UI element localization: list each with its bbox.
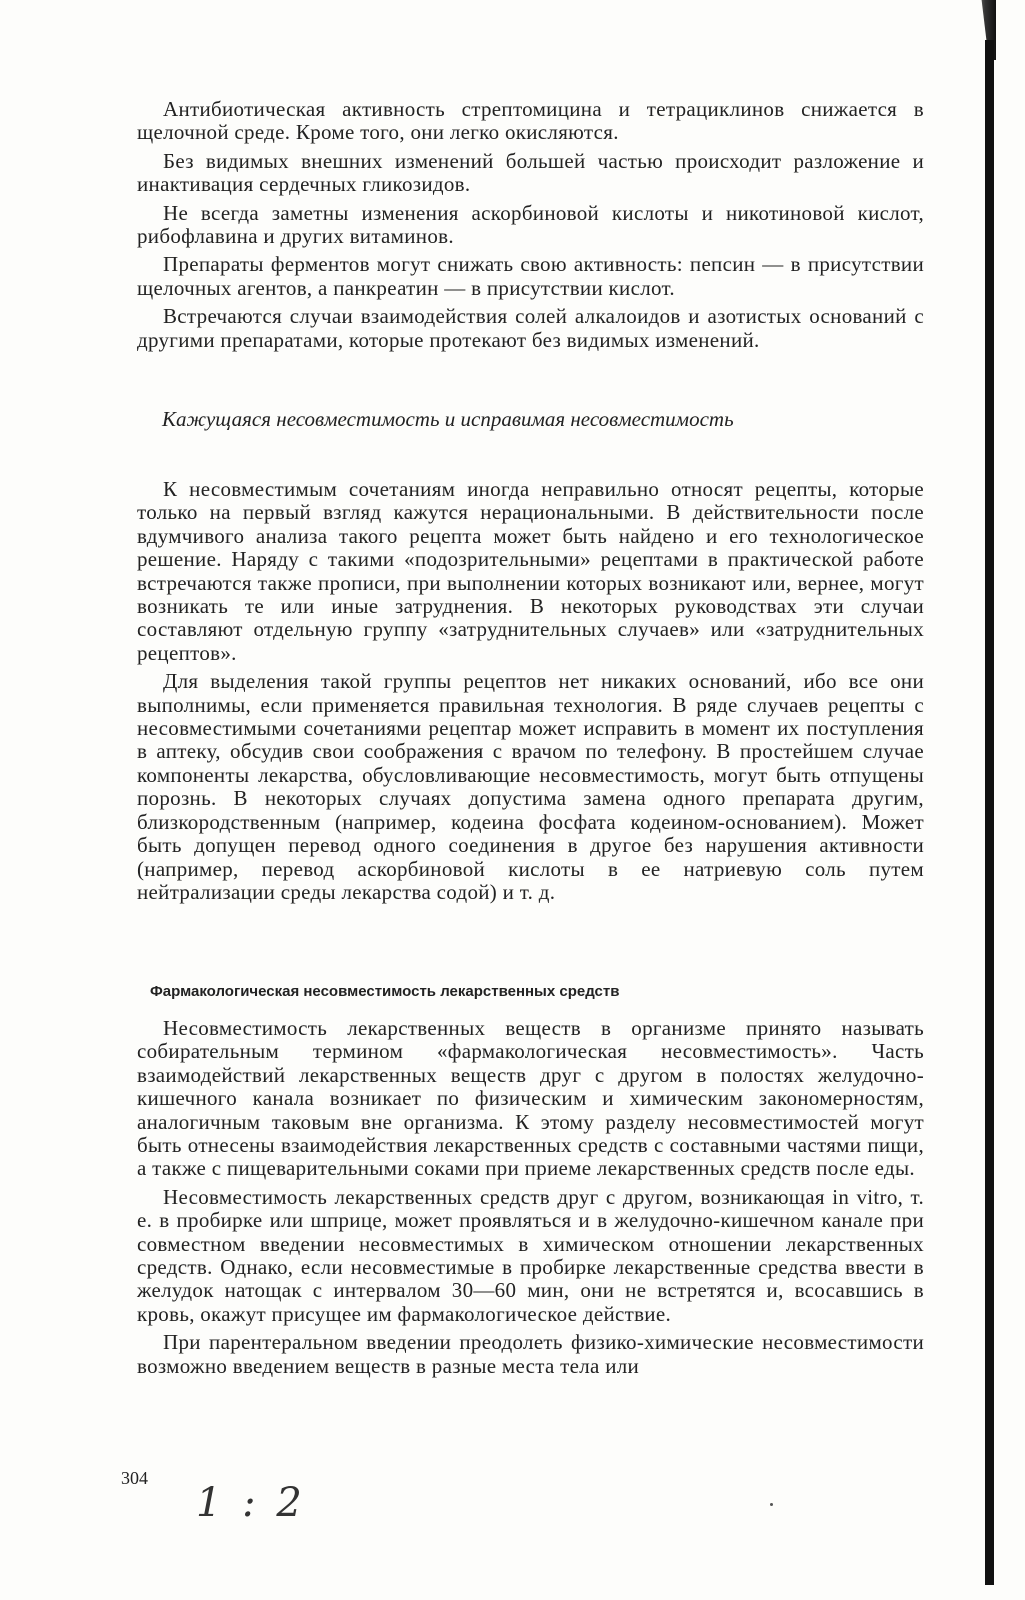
section-heading-bold: Фармакологическая несовместимость лекарственных средств (150, 983, 620, 1000)
paragraph: Для выделения такой группы рецептов нет никаких оснований, ибо все они выполнимы, если применяется правильная технология. В ряде случаев рецепты с несовместимыми сочетаниями рецептар может исправить в момент их поступления в аптеку, обсудив свои соображения с врачом по телефону. В простейшем случае компоненты лекарства, обусловливающие несовместимость, могут быть отпущены порознь. В некоторых случаях допустима замена одного препарата другим, близкородственным (например, кодеина фосфата кодеином-основанием). Может быть допущен перевод одного соединения в другое без нарушения активности (например, перевод аскорбиновой кислоты в ее натриевую соль путем нейтрализации среды лекарства содой) и т. д. (137, 669, 924, 904)
text-section-middle (137, 478, 924, 904)
paragraph: Антибиотическая активность стрептомицина и тетрациклинов снижается в щелочной среде. Кроме того, они легко окисляются. (137, 97, 924, 145)
paragraph: Несовместимость лекарственных средств друг с другом, возникающая in vitro, т. е. в пробирке или шприце, может проявляться и в желудочно-кишечном канале при совместном введении несовместимых в химическом отношении лекарственных средств. Однако, если несовместимые в пробирке лекарственные средства ввести в желудок натощак с интервалом 30—60 мин, они не встретятся и, всосавшись в кровь, окажут присущее им фармакологическое действие. (137, 1184, 924, 1326)
paragraph: Несовместимость лекарственных веществ в организме принято называть собирательным термином «фармакологическая несовместимость». Часть взаимодействий лекарственных веществ друг с другом в полостях желудочно-кишечного канала возникает по физическим и химическим закономерностям, аналогичным таковым вне организма. К этому разделу несовместимостей могут быть отнесены взаимодействия лекарственных средств с составными частями пищи, а также с пищеварительными соками при приеме лекарственных средств после еды. (137, 1016, 924, 1181)
paragraph: Встречаются случаи взаимодействия солей алкалоидов и азотистых оснований с другими препаратами, которые протекают без видимых изменений. (137, 304, 924, 352)
paragraph: К несовместимым сочетаниям иногда неправильно относят рецепты, которые только на первый взгляд кажутся нерациональными. В действительности после вдумчивого анализа такого рецепта может быть найдено и его технологическое решение. Наряду с такими «подозрительными» рецептами в практической работе встречаются также прописи, при выполнении которых возникают или, вернее, могут возникать те или иные затруднения. В некоторых руководствах эти случаи составляют отдельную группу «затруднительных случаев» или «затруднительных рецептов». (137, 477, 924, 665)
page-number: 304 (121, 1468, 148, 1488)
paragraph: Препараты ферментов могут снижать свою активность: пепсин — в присутствии щелочных агентов, а панкреатин — в присутствии кислот. (137, 252, 924, 300)
paragraph: Без видимых внешних изменений большей частью происходит разложение и инактивация сердечных гликозидов. (137, 148, 924, 197)
paragraph: При парентеральном введении преодолеть физико-химические несовместимости возможно введением веществ в разные места тела или (137, 1330, 924, 1378)
text-section-top (137, 98, 924, 352)
section-heading-italic: Кажущаяся несовместимость и исправимая несовместимость (162, 407, 734, 431)
text-section-bottom (137, 1017, 924, 1378)
ink-speck (770, 1503, 773, 1506)
paragraph: Не всегда заметны изменения аскорбиновой кислоты и никотиновой кислот, рибофлавина и других витаминов. (137, 200, 924, 249)
book-spine-edge (985, 40, 994, 1585)
handwritten-note: 1 : 2 (196, 1480, 306, 1526)
